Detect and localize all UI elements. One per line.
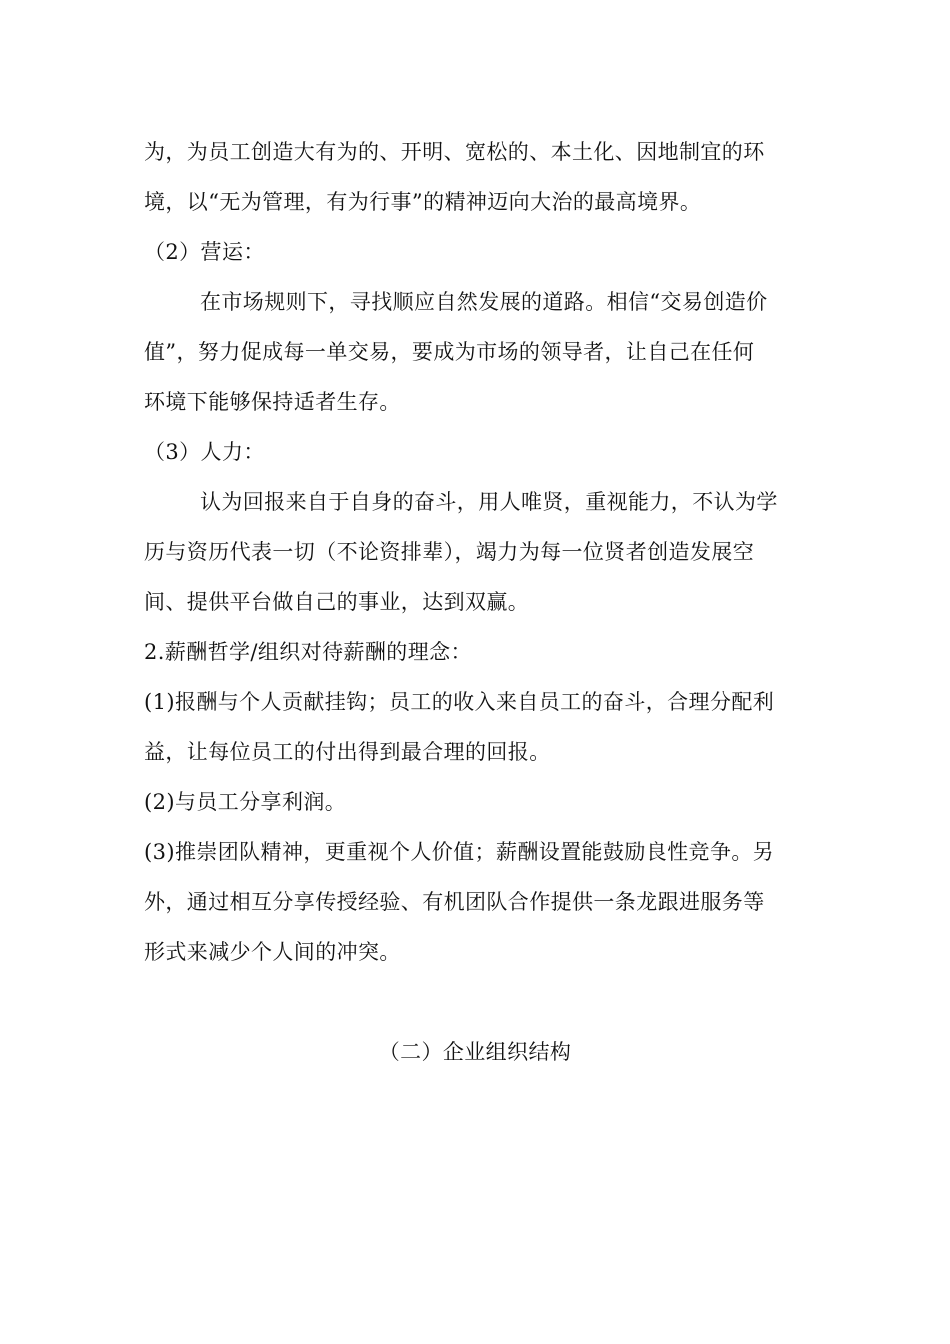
section-heading: （二）企业组织结构 [378,1040,572,1064]
paragraph-line: 间、提供平台做自己的事业，达到双赢。 [144,590,530,614]
list-item-3: (3)推崇团队精神，更重视个人价值；薪酬设置能鼓励良性竞争。另 [144,840,775,864]
section-label-compensation-philosophy: 2.薪酬哲学/组织对待薪酬的理念： [144,640,472,664]
list-item-1-continued: 益，让每位员工的付出得到最合理的回报。 [144,740,551,764]
paragraph-line: 历与资历代表一切（不论资排辈），竭力为每一位贤者创造发展空 [144,540,755,564]
subheading-operations: （2）营运： [144,240,265,264]
paragraph-line: 为，为员工创造大有为的、开明、宽松的、本土化、因地制宜的环 [144,140,765,164]
list-item-1: (1)报酬与个人贡献挂钩；员工的收入来自员工的奋斗，合理分配利 [144,690,775,714]
paragraph-line: 值”，努力促成每一单交易，要成为市场的领导者，让自己在任何 [144,340,755,364]
list-item-3-continued: 外，通过相互分享传授经验、有机团队合作提供一条龙跟进服务等 [144,890,765,914]
paragraph-line: 环境下能够保持适者生存。 [144,390,401,414]
list-item-2: (2)与员工分享利润。 [144,790,347,814]
list-item-3-continued: 形式来减少个人间的冲突。 [144,940,401,964]
paragraph-line: 在市场规则下，寻找顺应自然发展的道路。相信“交易创造价 [200,290,768,314]
paragraph-line: 认为回报来自于自身的奋斗，用人唯贤，重视能力，不认为学 [200,490,778,514]
paragraph-line: 境，以“无为管理，有为行事”的精神迈向大治的最高境界。 [144,190,702,214]
subheading-hr: （3）人力： [144,440,265,464]
